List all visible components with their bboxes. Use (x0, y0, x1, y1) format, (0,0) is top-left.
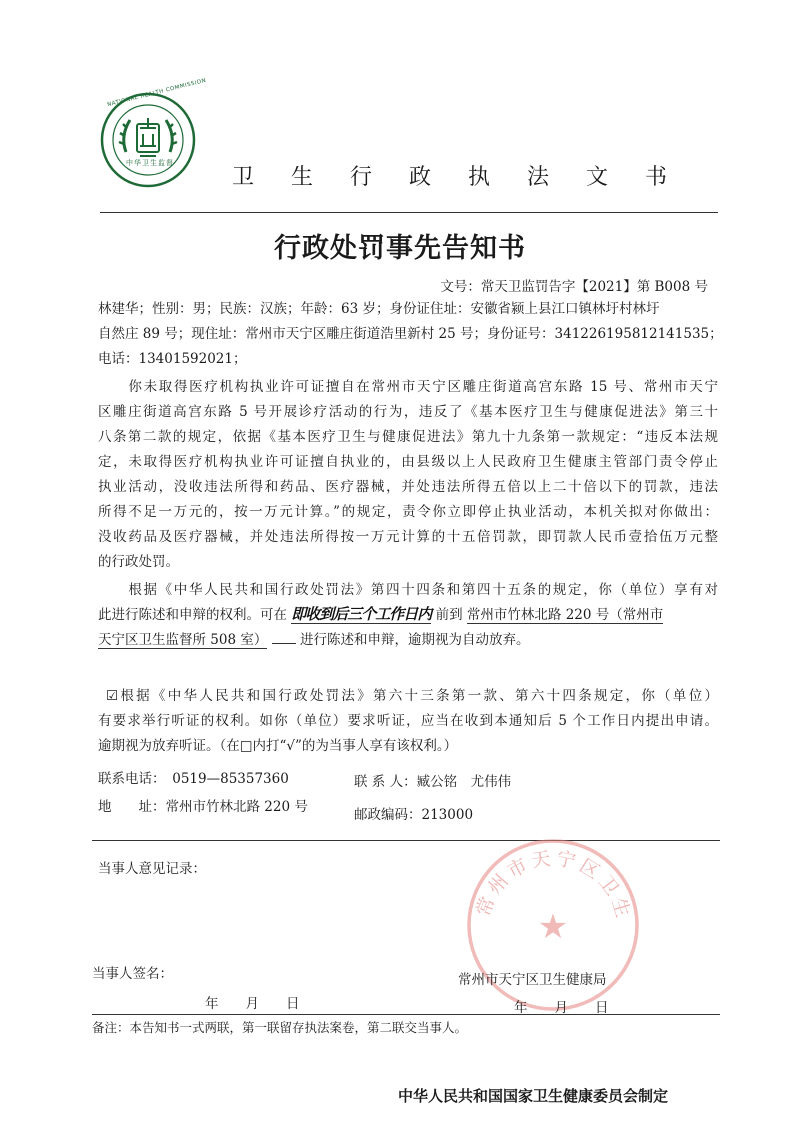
opinion-label: 当事人意见记录： (98, 861, 206, 877)
official-seal (458, 830, 648, 1020)
body-p2-line-2 (98, 603, 663, 624)
p2-location: 常州市竹林北路 220 号（常州市 (466, 607, 664, 623)
header-title: 卫 生 行 政 执 法 文 书 (232, 165, 682, 190)
contact-phone: 联系电话： 0519—85357360 (98, 771, 289, 787)
note: 备注：本告知书一式两联，第一联留存执法案卷，第二联交当事人。 (92, 1020, 468, 1035)
body-p2-line-1: 根据《中华人民共和国行政处罚法》第四十四条和第四十五条的规定，你（单位）享有对 (98, 582, 718, 598)
emblem-text: 中华卫生监督 (126, 159, 174, 167)
date-right: 年 月 日 (514, 1000, 609, 1016)
body-p1-line: 八条第二款的规定，依据《基本医疗卫生与健康促进法》第九十九条第一款规定：“违反本法规 (98, 429, 718, 445)
note-rule (92, 1014, 720, 1015)
svg-text:★: ★ (537, 907, 569, 947)
contact-postcode: 邮政编码：213000 (354, 807, 474, 823)
body-p3-line: 有要求举行听证的权利。如你（单位）要求听证，应当在收到本通知后 5 个工作日内提出申请。 (98, 713, 718, 729)
body-p2-line-3 (98, 628, 529, 648)
p2-suffix: 进行陈述和申辩，逾期视为自动放弃。 (299, 632, 530, 648)
party-signature-label: 当事人签名： (92, 966, 173, 982)
body-p1-line: 你未取得医疗机构执业许可证擅自在常州市天宁区雕庄街道高宫东路 15 号、常州市天宁 (98, 379, 718, 395)
signature-blank (172, 962, 284, 979)
body-p1-line: 所得不足一万元的，按一万元计算。”的规定，责令你立即停止执业活动，本机关拟对你做出： (98, 504, 718, 520)
p2-prefix: 此进行陈述和申辩的权利。可在 (98, 607, 287, 623)
health-commission-emblem (100, 77, 207, 188)
document-title: 行政处罚事先告知书 (274, 233, 526, 264)
body-p1-line: 区雕庄街道高宫东路 5 号开展诊疗活动的行为，违反了《基本医疗卫生与健康促进法》第三十 (98, 404, 718, 420)
title-rule (100, 212, 718, 213)
contact-address: 地 址：常州市竹林北路 220 号 (98, 799, 308, 815)
body-p1-line: 执业活动，没收违法所得和药品、医疗器械，并处违法所得五倍以上二十倍以下的罚款，违法 (98, 479, 718, 495)
document-number: 文号：常天卫监罚告字【2021】第 B008 号 (440, 279, 708, 295)
body-p1-line: 没收药品及医疗器械，并处违法所得按一万元计算的十五倍罚款，即罚款人民币壹拾伍万元整 (98, 529, 718, 545)
footer-issuer: 中华人民共和国国家卫生健康委员会制定 (397, 1087, 668, 1105)
seal-text: 常州市天宁区卫生 (472, 847, 635, 924)
issuing-agency: 常州市天宁区卫生健康局 (458, 972, 607, 988)
party-line-1: 林建华；性别：男；民族：汉族；年龄：63 岁；身份证住址：安徽省颍上县江口镇林圩村林圩 (98, 301, 660, 317)
body-p1-line: 定，未取得医疗机构执业许可证擅自执业的，由县级以上人民政府卫生健康主管部门责令停止 (98, 454, 718, 470)
body-p3-line: 逾期视为放弃听证。（在□内打“√”的为当事人享有该权利。） (98, 738, 458, 754)
handwritten-deadline: 即收到后三个工作日内 (291, 605, 432, 623)
p2-location-cont: 天宁区卫生监督所 508 室） (98, 632, 268, 648)
party-line-3: 电话：13401592021； (98, 351, 247, 367)
date-left: 年 月 日 (205, 996, 300, 1012)
p2-mid: 前到 (435, 607, 463, 623)
contact-person: 联 系 人：臧公铭 尤伟伟 (354, 774, 512, 790)
emblem-outer-text: NATIONAL HEALTH COMMISSION (106, 77, 207, 109)
party-line-2: 自然庄 89 号；现住址：常州市天宁区雕庄街道浩里新村 25 号；身份证号：341226195812141535； (98, 326, 723, 342)
body-p1-line: 的行政处罚。 (98, 554, 179, 570)
body-p3-line: ☑根据《中华人民共和国行政处罚法》第六十三条第一款、第六十四条规定，你（单位） (106, 688, 718, 704)
